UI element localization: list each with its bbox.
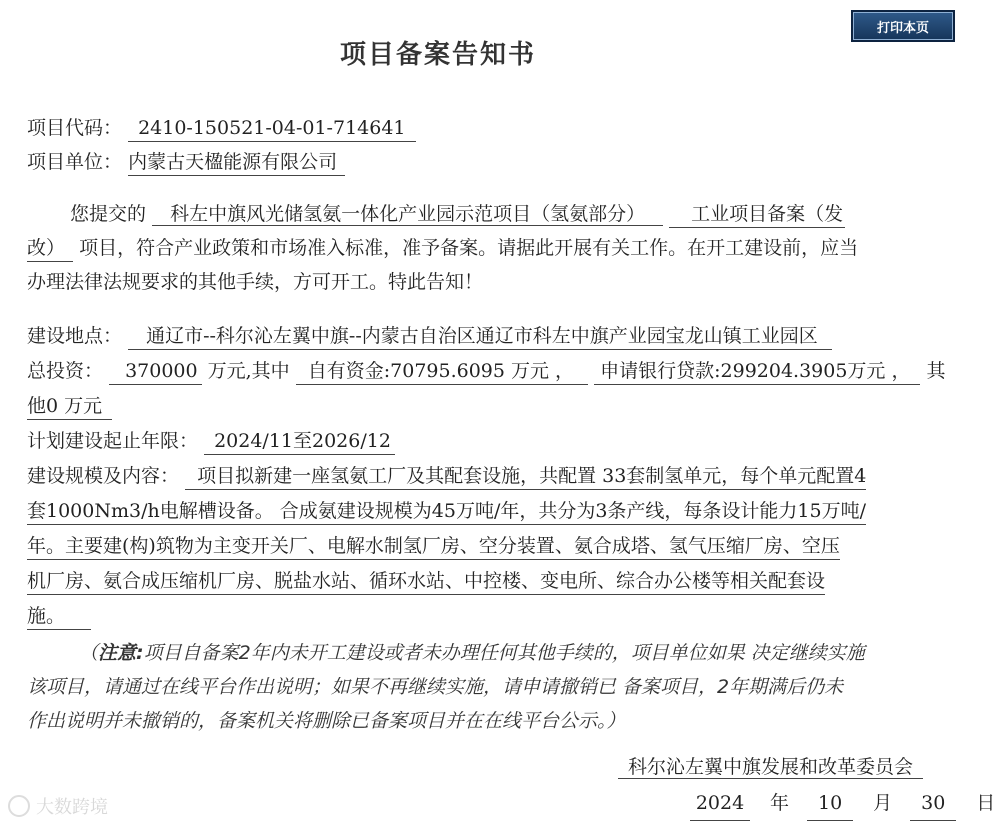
issuing-organization: [618, 752, 923, 782]
investment-row-2: [27, 389, 112, 423]
project-unit-row: [27, 145, 345, 179]
notice-suffix-2: 办理法律法规要求的其他手续，方可开工。特此告知！: [27, 271, 484, 293]
notice-prefix: 您提交的: [70, 203, 147, 225]
scale-row-1: [27, 459, 866, 493]
record-type-part1: 工业项目备案（发: [669, 203, 845, 228]
date-day-unit: 日: [976, 792, 995, 814]
notice-para-line3: [27, 265, 483, 299]
others-head: 其: [926, 360, 946, 382]
scale-line1: 项目拟新建一座氢氨工厂及其配套设施，共配置 33套制氢单元，每个单元配置4: [185, 465, 866, 490]
project-unit-label: 项目单位：: [27, 151, 123, 173]
watermark: [8, 793, 108, 819]
investment-row: [27, 354, 946, 388]
note-line2: 该项目，请通过在线平台作出说明；如果不再继续实施，请申请撤销已 备案项目，2年期满后仍未: [27, 676, 844, 698]
scale-line5: 施。: [27, 605, 91, 630]
notice-para-line1: [70, 197, 845, 231]
project-unit-value: 内蒙古天楹能源有限公司: [128, 151, 345, 176]
date-month: 10: [807, 788, 853, 821]
scale-line3: 年。主要建(构)筑物为主变开关厂、电解水制氢厂房、空分装置、氨合成塔、氢气压缩厂房、空压: [27, 535, 840, 560]
location-row: [27, 319, 832, 353]
project-code-label: 项目代码：: [27, 117, 123, 139]
period-label: 计划建设起止年限：: [27, 430, 199, 452]
period-row: [27, 424, 395, 458]
location-label: 建设地点：: [27, 325, 123, 347]
scale-label: 建设规模及内容：: [27, 465, 180, 487]
investment-total: 370000: [109, 360, 202, 385]
note-bold: 注意:: [98, 642, 144, 664]
scale-row-5: [27, 599, 91, 633]
scale-line4: 机厂房、氨合成压缩机厂房、脱盐水站、循环水站、中控楼、变电所、综合办公楼等相关配套设: [27, 570, 825, 595]
notice-suffix-1: 项目，符合产业政策和市场准入标准，准予备案。请据此开展有关工作。在开工建设前，应当: [79, 237, 859, 259]
page-title: 项目备案告知书: [339, 40, 536, 70]
scale-row-4: [27, 564, 825, 598]
scale-line2: 套1000Nm3/h电解槽设备。 合成氨建设规模为45万吨/年，共分为3条产线，每条设计能力15万吨/: [27, 500, 866, 525]
scale-row-2: [27, 494, 866, 528]
note-open: （: [79, 642, 99, 664]
date-year-unit: 年: [770, 792, 790, 814]
record-type-part2: 改）: [27, 237, 73, 262]
print-page-button[interactable]: 打印本页: [851, 10, 955, 42]
notice-para-line2: [27, 231, 858, 265]
investment-unit: 万元,其中: [207, 360, 290, 382]
organization-name: 科尔沁左翼中旗发展和改革委员会: [618, 756, 923, 779]
watermark-logo-icon: [8, 795, 30, 817]
date-month-unit: 月: [873, 792, 893, 814]
note-line1: 项目自备案2年内未开工建设或者未办理任何其他手续的，项目单位如果 决定继续实施: [143, 642, 865, 664]
investment-label: 总投资：: [27, 360, 104, 382]
date-day: 30: [910, 788, 956, 821]
scale-row-3: [27, 529, 840, 563]
watermark-text: 大数跨境: [36, 797, 108, 818]
period-value: 2024/11至2026/12: [204, 430, 395, 455]
bank-loan: 申请银行贷款:299204.3905万元 ，: [594, 360, 920, 385]
project-name: 科左中旗风光储氢氨一体化产业园示范项目（氢氨部分）: [152, 203, 663, 226]
issue-date: [690, 788, 995, 821]
date-year: 2024: [690, 788, 750, 821]
project-code-value: 2410-150521-04-01-714641: [128, 117, 415, 142]
others-tail: 他0 万元: [27, 395, 112, 420]
project-code-row: [27, 111, 416, 145]
self-funds: 自有资金:70795.6095 万元 ，: [296, 360, 588, 385]
note-line3: 作出说明并未撤销的，备案机关将删除已备案项目并在在线平台公示。）: [27, 710, 626, 732]
notice-warning: [27, 636, 952, 738]
location-value: 通辽市--科尔沁左翼中旗--内蒙古自治区通辽市科左中旗产业园宝龙山镇工业园区: [128, 325, 832, 350]
